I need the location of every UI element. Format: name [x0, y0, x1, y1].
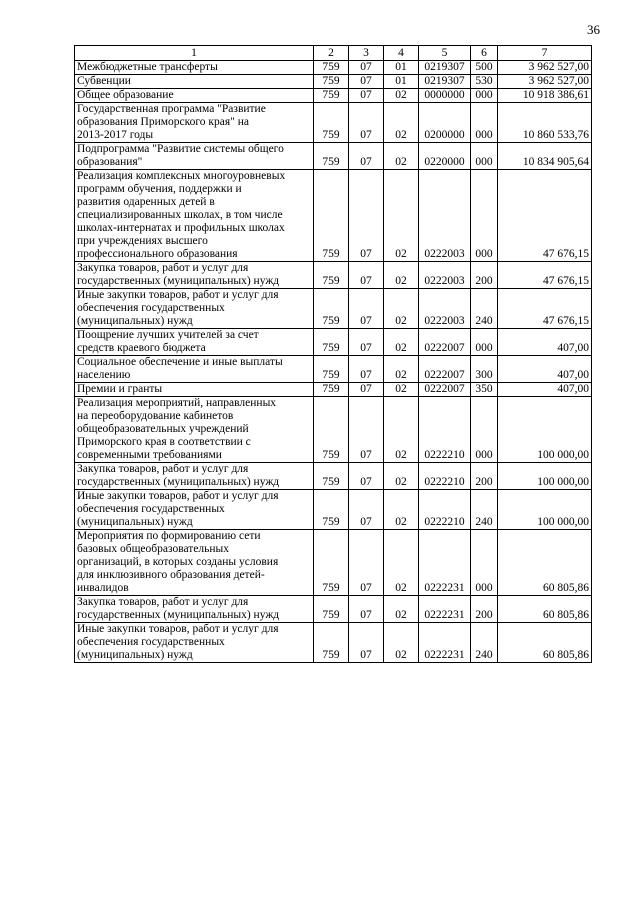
row-target-article-cell: 0222007 — [419, 356, 471, 383]
table-row — [75, 596, 592, 623]
row-name-cell: Реализация комплексных многоуровневых программ обучения, поддержки и развития одаренных детей в специализированных школах, в том числе школах-интернатах и профильных школах при учреждениях высшего профессионального образования — [75, 170, 314, 262]
row-section-cell: 07 — [349, 463, 384, 490]
row-code-cell: 759 — [314, 289, 349, 329]
row-subsection-cell: 02 — [384, 383, 419, 397]
budget-table — [74, 45, 592, 663]
row-subsection-cell: 02 — [384, 143, 419, 170]
table-row — [75, 623, 592, 663]
row-expense-type-cell: 000 — [471, 143, 498, 170]
row-target-article-cell: 0222210 — [419, 490, 471, 530]
row-section-cell: 07 — [349, 289, 384, 329]
table-row — [75, 61, 592, 75]
table-row — [75, 75, 592, 89]
row-subsection-cell: 02 — [384, 463, 419, 490]
row-name-cell: Мероприятия по формированию сети базовых общеобразовательных организаций, в которых созданы условия для инклюзивного образования детей- инвалидов — [75, 530, 314, 596]
row-code-cell: 759 — [314, 89, 349, 103]
table-row — [75, 103, 592, 143]
row-section-cell: 07 — [349, 262, 384, 289]
row-subsection-cell: 02 — [384, 530, 419, 596]
row-section-cell: 07 — [349, 383, 384, 397]
row-name-cell: Премии и гранты — [75, 383, 314, 397]
table-row — [75, 262, 592, 289]
row-code-cell: 759 — [314, 397, 349, 463]
table-row — [75, 329, 592, 356]
row-name-cell: Закупка товаров, работ и услуг для государственных (муниципальных) нужд — [75, 596, 314, 623]
row-expense-type-cell: 500 — [471, 61, 498, 75]
row-target-article-cell: 0000000 — [419, 89, 471, 103]
row-target-article-cell: 0222003 — [419, 170, 471, 262]
row-expense-type-cell: 000 — [471, 397, 498, 463]
row-section-cell: 07 — [349, 103, 384, 143]
header-cell: 2 — [314, 46, 349, 61]
row-target-article-cell: 0200000 — [419, 103, 471, 143]
row-name-cell: Закупка товаров, работ и услуг для государственных (муниципальных) нужд — [75, 463, 314, 490]
row-code-cell: 759 — [314, 143, 349, 170]
row-subsection-cell: 02 — [384, 170, 419, 262]
row-expense-type-cell: 200 — [471, 596, 498, 623]
row-code-cell: 759 — [314, 463, 349, 490]
row-name-cell: Межбюджетные трансферты — [75, 61, 314, 75]
row-amount-cell: 10 860 533,76 — [498, 103, 592, 143]
table-row — [75, 383, 592, 397]
row-amount-cell: 100 000,00 — [498, 463, 592, 490]
row-code-cell: 759 — [314, 61, 349, 75]
row-amount-cell: 407,00 — [498, 329, 592, 356]
row-target-article-cell: 0222007 — [419, 383, 471, 397]
row-target-article-cell: 0219307 — [419, 61, 471, 75]
row-amount-cell: 60 805,86 — [498, 596, 592, 623]
row-subsection-cell: 02 — [384, 262, 419, 289]
row-name-cell: Общее образование — [75, 89, 314, 103]
row-expense-type-cell: 240 — [471, 289, 498, 329]
row-expense-type-cell: 530 — [471, 75, 498, 89]
row-target-article-cell: 0219307 — [419, 75, 471, 89]
row-code-cell: 759 — [314, 383, 349, 397]
row-name-cell: Субвенции — [75, 75, 314, 89]
row-subsection-cell: 02 — [384, 397, 419, 463]
row-amount-cell: 100 000,00 — [498, 490, 592, 530]
row-section-cell: 07 — [349, 329, 384, 356]
row-expense-type-cell: 350 — [471, 383, 498, 397]
row-section-cell: 07 — [349, 170, 384, 262]
row-section-cell: 07 — [349, 530, 384, 596]
row-target-article-cell: 0220000 — [419, 143, 471, 170]
row-name-cell: Иные закупки товаров, работ и услуг для обеспечения государственных (муниципальных) нужд — [75, 490, 314, 530]
row-target-article-cell: 0222007 — [419, 329, 471, 356]
row-target-article-cell: 0222003 — [419, 289, 471, 329]
row-subsection-cell: 02 — [384, 329, 419, 356]
table-row — [75, 143, 592, 170]
header-cell: 1 — [75, 46, 314, 61]
header-cell: 6 — [471, 46, 498, 61]
row-subsection-cell: 02 — [384, 289, 419, 329]
row-amount-cell: 3 962 527,00 — [498, 75, 592, 89]
row-subsection-cell: 02 — [384, 490, 419, 530]
row-name-cell: Социальное обеспечение и иные выплаты населению — [75, 356, 314, 383]
table-row — [75, 89, 592, 103]
row-target-article-cell: 0222210 — [419, 463, 471, 490]
row-code-cell: 759 — [314, 530, 349, 596]
row-code-cell: 759 — [314, 170, 349, 262]
row-expense-type-cell: 200 — [471, 463, 498, 490]
row-code-cell: 759 — [314, 596, 349, 623]
row-target-article-cell: 0222210 — [419, 397, 471, 463]
row-expense-type-cell: 240 — [471, 490, 498, 530]
page-number: 36 — [587, 22, 600, 37]
row-name-cell: Закупка товаров, работ и услуг для государственных (муниципальных) нужд — [75, 262, 314, 289]
row-section-cell: 07 — [349, 89, 384, 103]
row-section-cell: 07 — [349, 623, 384, 663]
row-subsection-cell: 01 — [384, 75, 419, 89]
row-amount-cell: 60 805,86 — [498, 530, 592, 596]
row-amount-cell: 407,00 — [498, 356, 592, 383]
header-cell: 5 — [419, 46, 471, 61]
table-row — [75, 289, 592, 329]
row-target-article-cell: 0222003 — [419, 262, 471, 289]
row-expense-type-cell: 200 — [471, 262, 498, 289]
row-section-cell: 07 — [349, 61, 384, 75]
row-section-cell: 07 — [349, 596, 384, 623]
table-row — [75, 397, 592, 463]
row-subsection-cell: 02 — [384, 89, 419, 103]
table-row — [75, 490, 592, 530]
row-code-cell: 759 — [314, 490, 349, 530]
row-code-cell: 759 — [314, 103, 349, 143]
row-name-cell: Реализация мероприятий, направленных на переоборудование кабинетов общеобразовательных учреждений Приморского края в соответствии с современными требованиями — [75, 397, 314, 463]
row-code-cell: 759 — [314, 623, 349, 663]
row-amount-cell: 10 834 905,64 — [498, 143, 592, 170]
table-header-row — [75, 46, 592, 61]
row-expense-type-cell: 240 — [471, 623, 498, 663]
row-target-article-cell: 0222231 — [419, 530, 471, 596]
table-row — [75, 463, 592, 490]
row-target-article-cell: 0222231 — [419, 623, 471, 663]
row-name-cell: Государственная программа "Развитие образования Приморского края" на 2013-2017 годы — [75, 103, 314, 143]
row-section-cell: 07 — [349, 356, 384, 383]
row-section-cell: 07 — [349, 397, 384, 463]
row-subsection-cell: 02 — [384, 623, 419, 663]
header-cell: 4 — [384, 46, 419, 61]
row-amount-cell: 47 676,15 — [498, 170, 592, 262]
header-cell: 3 — [349, 46, 384, 61]
row-subsection-cell: 02 — [384, 596, 419, 623]
row-amount-cell: 47 676,15 — [498, 262, 592, 289]
table-row — [75, 170, 592, 262]
row-amount-cell: 60 805,86 — [498, 623, 592, 663]
table-row — [75, 356, 592, 383]
row-target-article-cell: 0222231 — [419, 596, 471, 623]
row-amount-cell: 3 962 527,00 — [498, 61, 592, 75]
row-code-cell: 759 — [314, 329, 349, 356]
row-name-cell: Поощрение лучших учителей за счет средств краевого бюджета — [75, 329, 314, 356]
row-amount-cell: 407,00 — [498, 383, 592, 397]
row-name-cell: Иные закупки товаров, работ и услуг для обеспечения государственных (муниципальных) нужд — [75, 289, 314, 329]
row-expense-type-cell: 000 — [471, 170, 498, 262]
row-expense-type-cell: 000 — [471, 89, 498, 103]
row-expense-type-cell: 000 — [471, 103, 498, 143]
row-amount-cell: 10 918 386,61 — [498, 89, 592, 103]
row-subsection-cell: 01 — [384, 61, 419, 75]
row-expense-type-cell: 300 — [471, 356, 498, 383]
row-amount-cell: 100 000,00 — [498, 397, 592, 463]
row-expense-type-cell: 000 — [471, 329, 498, 356]
row-amount-cell: 47 676,15 — [498, 289, 592, 329]
row-subsection-cell: 02 — [384, 356, 419, 383]
row-code-cell: 759 — [314, 356, 349, 383]
row-name-cell: Иные закупки товаров, работ и услуг для обеспечения государственных (муниципальных) нужд — [75, 623, 314, 663]
row-expense-type-cell: 000 — [471, 530, 498, 596]
row-section-cell: 07 — [349, 143, 384, 170]
row-code-cell: 759 — [314, 75, 349, 89]
row-section-cell: 07 — [349, 490, 384, 530]
row-subsection-cell: 02 — [384, 103, 419, 143]
row-name-cell: Подпрограмма "Развитие системы общего образования" — [75, 143, 314, 170]
table-row — [75, 530, 592, 596]
header-cell: 7 — [498, 46, 592, 61]
row-code-cell: 759 — [314, 262, 349, 289]
row-section-cell: 07 — [349, 75, 384, 89]
